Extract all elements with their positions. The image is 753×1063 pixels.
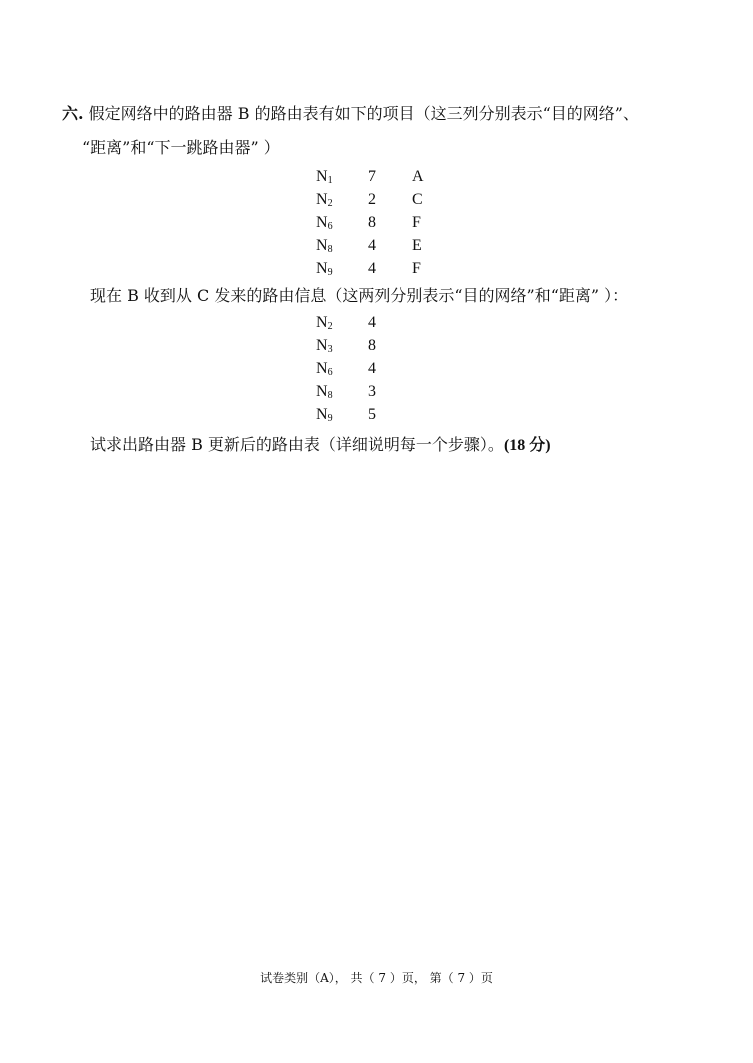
page-footer: 试卷类别（A）， 共（ 7 ）页， 第（ 7 ）页 <box>260 971 493 985</box>
question-number: 六. <box>62 104 84 123</box>
question-line-4 <box>90 435 551 456</box>
question-line-1 <box>62 104 639 124</box>
question-text-4: 试求出路由器 B 更新后的路由表（详细说明每一个步骤）。 <box>90 435 504 454</box>
question-line-2: “距离”和“下一跳路由器” ） <box>82 138 280 157</box>
question-line-3: 现在 B 收到从 C 发来的路由信息（这两列分别表示“目的网络”和“距离” ）： <box>90 286 629 305</box>
question-text-1: 假定网络中的路由器 B 的路由表有如下的项目（这三列分别表示“目的网络”、 <box>83 104 639 123</box>
points: (18 分) <box>503 437 551 454</box>
